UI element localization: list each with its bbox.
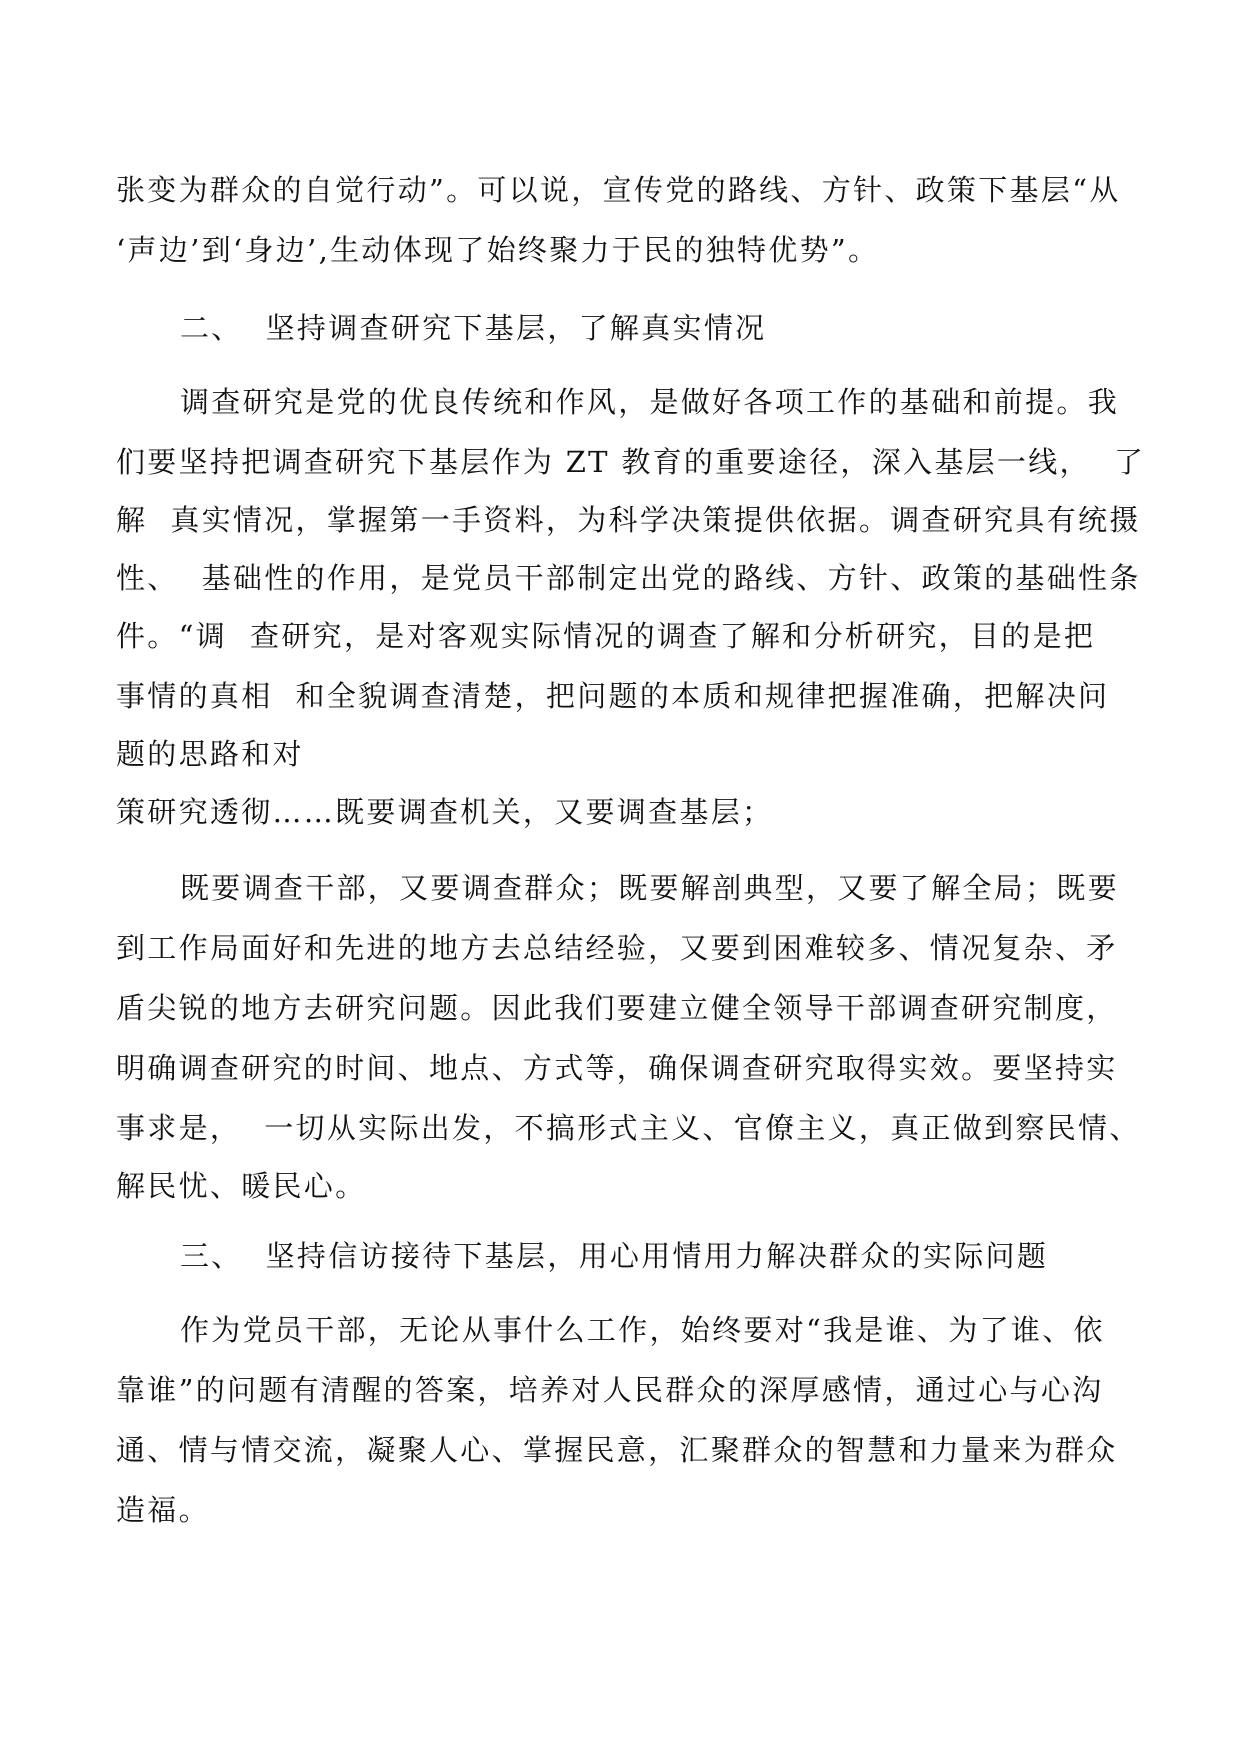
text-line-16: 事求是， 一切从实际出发，不搞形式主义、官僚主义，真正做到察民情、 [116,1111,1141,1145]
text-line-4: 调查研究是党的优良传统和作风，是做好各项工作的基础和前提。我 [180,385,1120,419]
text-line-9: 事情的真相 和全貌调查清楚，把问题的本质和规律把握准确，把解决问 [116,679,1110,713]
text-line-13: 到工作局面好和先进的地方去总结经验，又要到困难较多、情况复杂、矛 [116,931,1118,965]
section-heading-3: 三、 坚持信访接待下基层，用心用情用力解决群众的实际问题 [180,1239,1049,1273]
text-line-22: 造福。 [116,1493,210,1527]
text-line-15: 明确调查研究的时间、地点、方式等，确保调查研究取得实效。要坚持实 [116,1051,1118,1085]
section-heading-2: 二、 坚持调查研究下基层，了解真实情况 [180,311,767,345]
text-line-2: ‘声边’到‘身边’,生动体现了始终聚力于民的独特优势”。 [116,233,880,267]
text-line-14: 盾尖锐的地方去研究问题。因此我们要建立健全领导干部调查研究制度， [116,991,1118,1025]
text-line-21: 通、情与情交流，凝聚人心、掌握民意，汇聚群众的智慧和力量来为群众 [116,1433,1118,1467]
text-line-10: 题的思路和对 [116,737,304,771]
text-line-8: 件。“调 查研究，是对客观实际情况的调查了解和分析研究，目的是把 [116,619,1096,653]
text-line-1: 张变为群众的自觉行动”。可以说，宣传党的路线、方针、政策下基层“从 [116,173,1121,207]
text-line-7: 性、 基础性的作用，是党员干部制定出党的路线、方针、政策的基础性条 [116,561,1141,595]
text-line-6: 解 真实情况，掌握第一手资料，为科学决策提供依据。调查研究具有统摄 [116,503,1141,537]
text-line-20: 靠谁”的问题有清醒的答案，培养对人民群众的深厚感情，通过心与心沟 [116,1373,1104,1407]
text-line-12: 既要调查干部，又要调查群众；既要解剖典型，又要了解全局；既要 [180,871,1120,905]
text-line-5: 们要坚持把调查研究下基层作为 ZT 教育的重要途径，深入基层一线， 了 [116,445,1146,479]
text-line-17: 解民忧、暖民心。 [116,1169,367,1203]
text-line-19: 作为党员干部，无论从事什么工作，始终要对“我是谁、为了谁、依 [180,1313,1105,1347]
text-line-11: 策研究透彻……既要调查机关，又要调查基层； [116,795,774,829]
